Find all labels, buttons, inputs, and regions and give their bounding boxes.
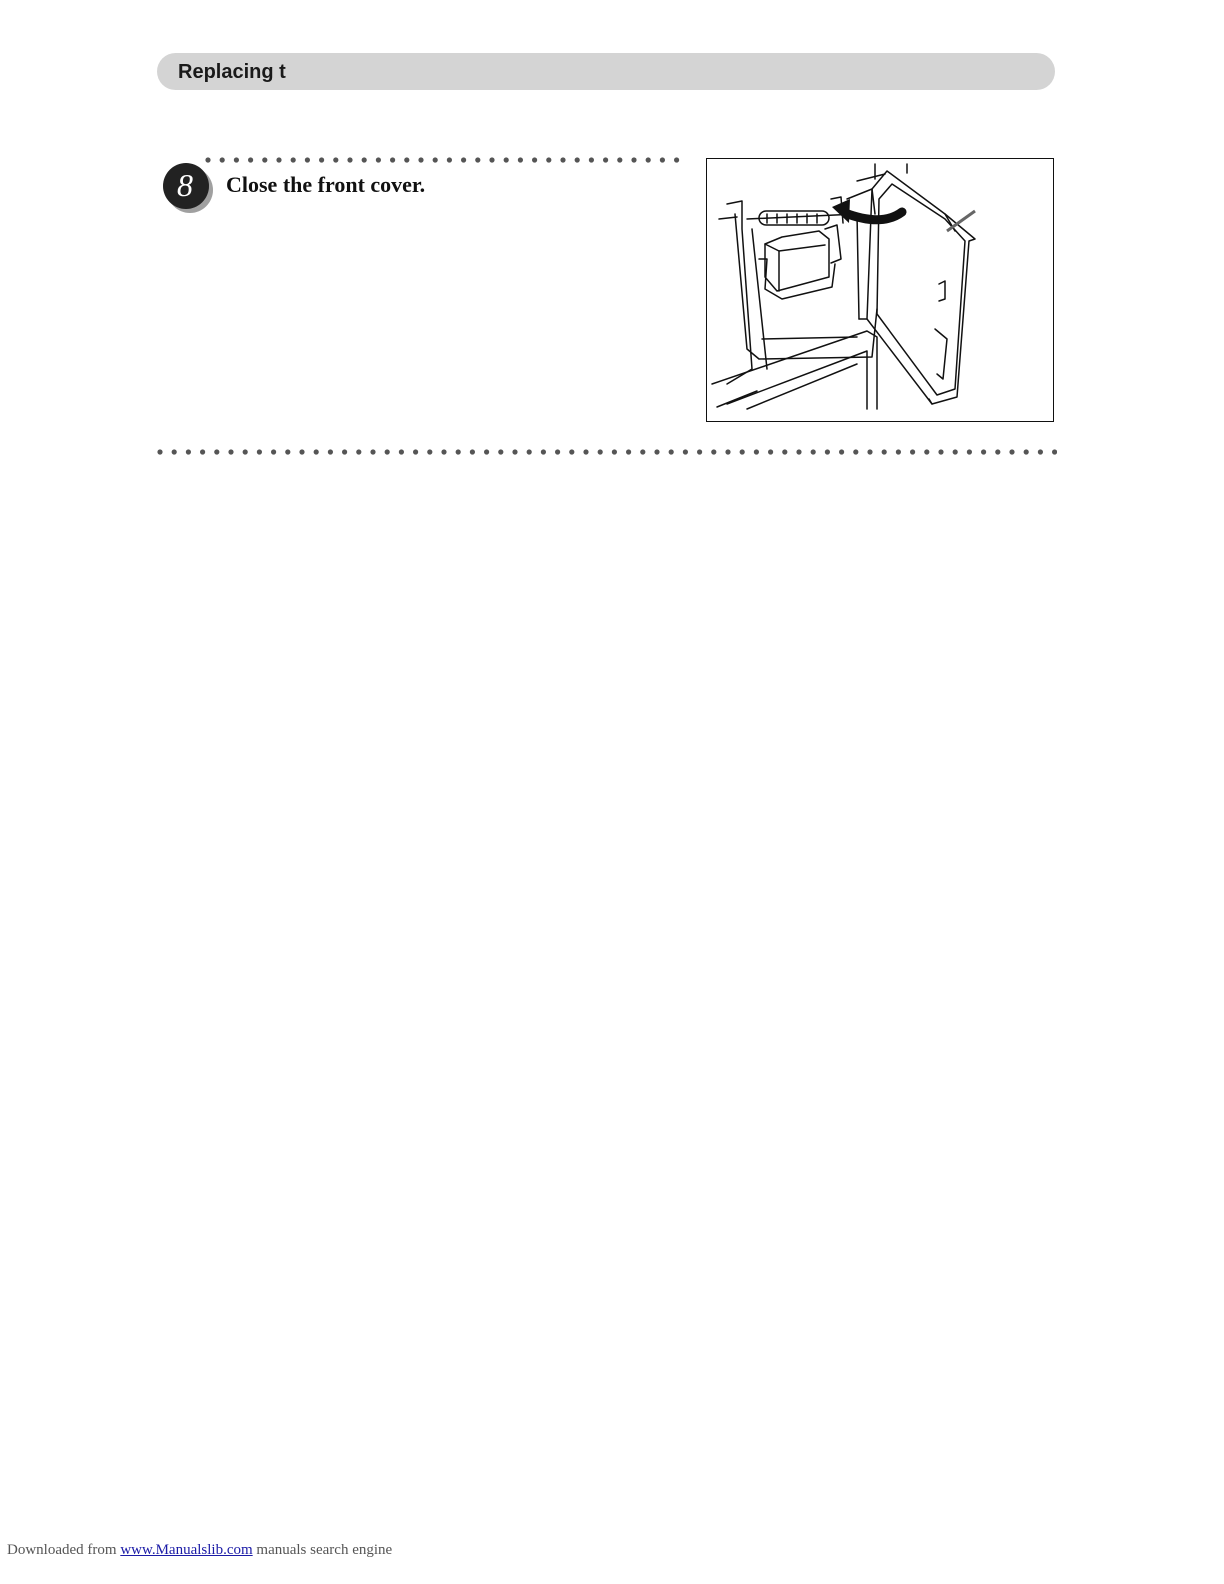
separator-dot xyxy=(1024,449,1029,454)
separator-dot xyxy=(631,157,636,162)
separator-dot xyxy=(220,157,225,162)
separator-dot xyxy=(640,449,645,454)
separator-dot xyxy=(1009,449,1014,454)
separator-dot xyxy=(291,157,296,162)
separator-dot xyxy=(157,449,162,454)
separator-dot xyxy=(447,157,452,162)
separator-dot xyxy=(299,449,304,454)
separator-dot xyxy=(1052,449,1057,454)
separator-dot xyxy=(924,449,929,454)
separator-dot xyxy=(370,449,375,454)
separator-dot xyxy=(441,449,446,454)
separator-dot xyxy=(896,449,901,454)
separator-dot xyxy=(271,449,276,454)
separator-dot xyxy=(399,449,404,454)
separator-dot xyxy=(489,157,494,162)
separator-dot xyxy=(314,449,319,454)
separator-dot xyxy=(546,157,551,162)
separator-dot xyxy=(569,449,574,454)
separator-dot xyxy=(257,449,262,454)
separator-dot xyxy=(470,449,475,454)
separator-dot xyxy=(725,449,730,454)
footer-prefix: Downloaded from xyxy=(7,1542,117,1558)
separator-dot xyxy=(617,157,622,162)
separator-dot xyxy=(342,449,347,454)
separator-dot xyxy=(333,157,338,162)
separator-dot xyxy=(697,449,702,454)
separator-dot xyxy=(498,449,503,454)
step-instruction: Close the front cover. xyxy=(226,172,426,197)
separator-dot xyxy=(376,157,381,162)
separator-dot xyxy=(518,157,523,162)
separator-dot xyxy=(418,157,423,162)
separator-dot xyxy=(228,449,233,454)
separator-dot xyxy=(248,157,253,162)
download-footer xyxy=(7,1542,392,1559)
separator-dot xyxy=(782,449,787,454)
separator-dot xyxy=(285,449,290,454)
separator-dot xyxy=(995,449,1000,454)
separator-dot xyxy=(433,157,438,162)
separator-dot xyxy=(612,449,617,454)
separator-dot xyxy=(575,157,580,162)
separator-dot xyxy=(305,157,310,162)
separator-dot xyxy=(825,449,830,454)
separator-dot xyxy=(660,157,665,162)
separator-dot xyxy=(796,449,801,454)
separator-dot xyxy=(754,449,759,454)
separator-dot xyxy=(669,449,674,454)
separator-dot xyxy=(186,449,191,454)
separator-dot xyxy=(532,157,537,162)
separator-dot xyxy=(362,157,367,162)
separator-dot xyxy=(711,449,716,454)
separator-dot xyxy=(882,449,887,454)
separator-dot xyxy=(583,449,588,454)
separator-dot xyxy=(740,449,745,454)
separator-dot xyxy=(461,157,466,162)
separator-dot xyxy=(427,449,432,454)
step-number: 8 xyxy=(177,167,193,203)
separator-dot xyxy=(404,157,409,162)
separator-dot xyxy=(512,449,517,454)
separator-dot xyxy=(172,449,177,454)
separator-dot xyxy=(603,157,608,162)
separator-dot xyxy=(504,157,509,162)
separator-dot xyxy=(768,449,773,454)
separator-dot xyxy=(456,449,461,454)
separator-dot xyxy=(683,449,688,454)
separator-dot xyxy=(560,157,565,162)
separator-dot xyxy=(811,449,816,454)
separator-dot xyxy=(867,449,872,454)
separator-dot xyxy=(234,157,239,162)
section-header-band xyxy=(157,53,1055,90)
separator-dot xyxy=(484,449,489,454)
separator-dot xyxy=(598,449,603,454)
separator-dot xyxy=(262,157,267,162)
separator-dot xyxy=(839,449,844,454)
footer-suffix: manuals search engine xyxy=(256,1542,393,1558)
separator-dot xyxy=(981,449,986,454)
separator-dot xyxy=(475,157,480,162)
separator-dot xyxy=(910,449,915,454)
separator-dot xyxy=(853,449,858,454)
separator-dot xyxy=(953,449,958,454)
separator-dot xyxy=(1038,449,1043,454)
section-title: Replacing t xyxy=(178,61,286,83)
step-number-badge xyxy=(161,161,215,215)
separator-dot xyxy=(527,449,532,454)
separator-dot xyxy=(243,449,248,454)
separator-dot xyxy=(589,157,594,162)
separator-dot xyxy=(390,157,395,162)
dotted-separator-top xyxy=(205,155,690,165)
dotted-separator-bottom xyxy=(157,447,1057,457)
manualslib-link[interactable]: www.Manualslib.com xyxy=(120,1542,253,1558)
separator-dot xyxy=(626,449,631,454)
separator-dot xyxy=(276,157,281,162)
separator-dot xyxy=(319,157,324,162)
separator-dot xyxy=(646,157,651,162)
separator-dot xyxy=(938,449,943,454)
separator-dot xyxy=(347,157,352,162)
separator-dot xyxy=(328,449,333,454)
separator-dot xyxy=(541,449,546,454)
separator-dot xyxy=(385,449,390,454)
separator-dot xyxy=(214,449,219,454)
separator-dot xyxy=(555,449,560,454)
separator-dot xyxy=(654,449,659,454)
separator-dot xyxy=(413,449,418,454)
separator-dot xyxy=(356,449,361,454)
separator-dot xyxy=(200,449,205,454)
separator-dot xyxy=(674,157,679,162)
separator-dot xyxy=(967,449,972,454)
illustration-frame xyxy=(706,158,1054,422)
front-cover-illustration xyxy=(707,159,1054,422)
